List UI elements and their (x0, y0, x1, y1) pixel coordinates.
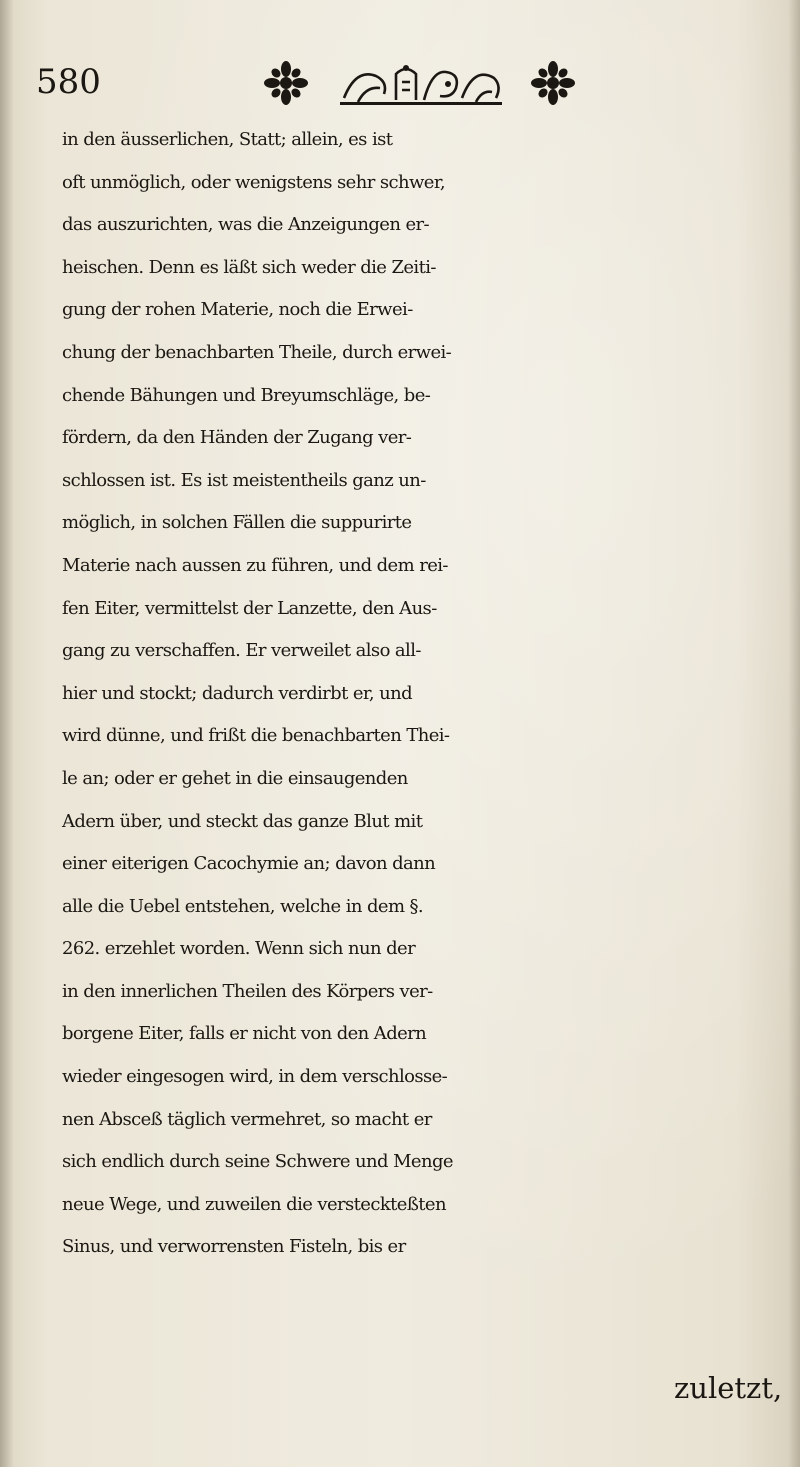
crest-ornament-icon (336, 58, 506, 108)
text-line: nen Absceß täglich vermehret, so macht er (62, 1108, 432, 1130)
text-line: das auszurichten, was die Anzeigungen er- (62, 214, 429, 236)
text-line: neue Wege, und zuweilen die versteckteßten (62, 1193, 446, 1215)
text-line: 262. erzehlet worden. Wenn sich nun der (62, 938, 416, 960)
text-line: fen Eiter, vermittelst der Lanzette, den Aus- (62, 597, 437, 619)
text-line: heischen. Denn es läßt sich weder die Zeiti- (62, 256, 436, 278)
flower-ornament-right-icon (531, 58, 575, 108)
text-line: gung der rohen Materie, noch die Erwei- (62, 299, 413, 321)
text-line: chung der benachbarten Theile, durch erwei- (62, 341, 452, 363)
text-line: schlossen ist. Es ist meistentheils ganz un- (62, 469, 426, 491)
text-line: möglich, in solchen Fällen die suppurirte (62, 512, 412, 534)
text-line: wieder eingesogen wird, in dem verschlosse- (62, 1066, 448, 1088)
text-line: Materie nach aussen zu führen, und dem rei- (62, 554, 448, 576)
text-line: wird dünne, und frißt die benachbarten Thei- (62, 725, 450, 747)
text-line: le an; oder er gehet in die einsaugenden (62, 767, 408, 789)
text-line: fördern, da den Händen der Zugang ver- (62, 427, 412, 449)
catchword: zuletzt, (674, 1371, 783, 1405)
body-text (62, 119, 782, 1269)
running-header (36, 58, 776, 110)
text-line: in den innerlichen Theilen des Körpers ver- (62, 980, 433, 1002)
text-line: hier und stockt; dadurch verdirbt er, und (62, 682, 413, 704)
text-line: chende Bähungen und Breyumschläge, be- (62, 384, 431, 406)
text-line: in den äusserlichen, Statt; allein, es ist (62, 129, 393, 150)
text-line: Sinus, und verworrensten Fisteln, bis er (62, 1236, 406, 1258)
flower-ornament-left-icon (264, 58, 308, 108)
text-line: alle die Uebel entstehen, welche in dem §. (62, 895, 424, 917)
text-line: gang zu verschaffen. Er verweilet also all- (62, 640, 421, 662)
text-line: borgene Eiter, falls er nicht von den Adern (62, 1023, 427, 1045)
text-line: oft unmöglich, oder wenigstens sehr schwer, (62, 171, 445, 193)
text-line: Adern über, und steckt das ganze Blut mit (62, 810, 423, 832)
text-line: einer eiterigen Cacochymie an; davon dann (62, 853, 436, 875)
page-number: 580 (36, 62, 101, 102)
page-edge-shadow (788, 0, 800, 1467)
text-line: sich endlich durch seine Schwere und Menge (62, 1151, 453, 1173)
gutter-shadow (0, 0, 14, 1467)
